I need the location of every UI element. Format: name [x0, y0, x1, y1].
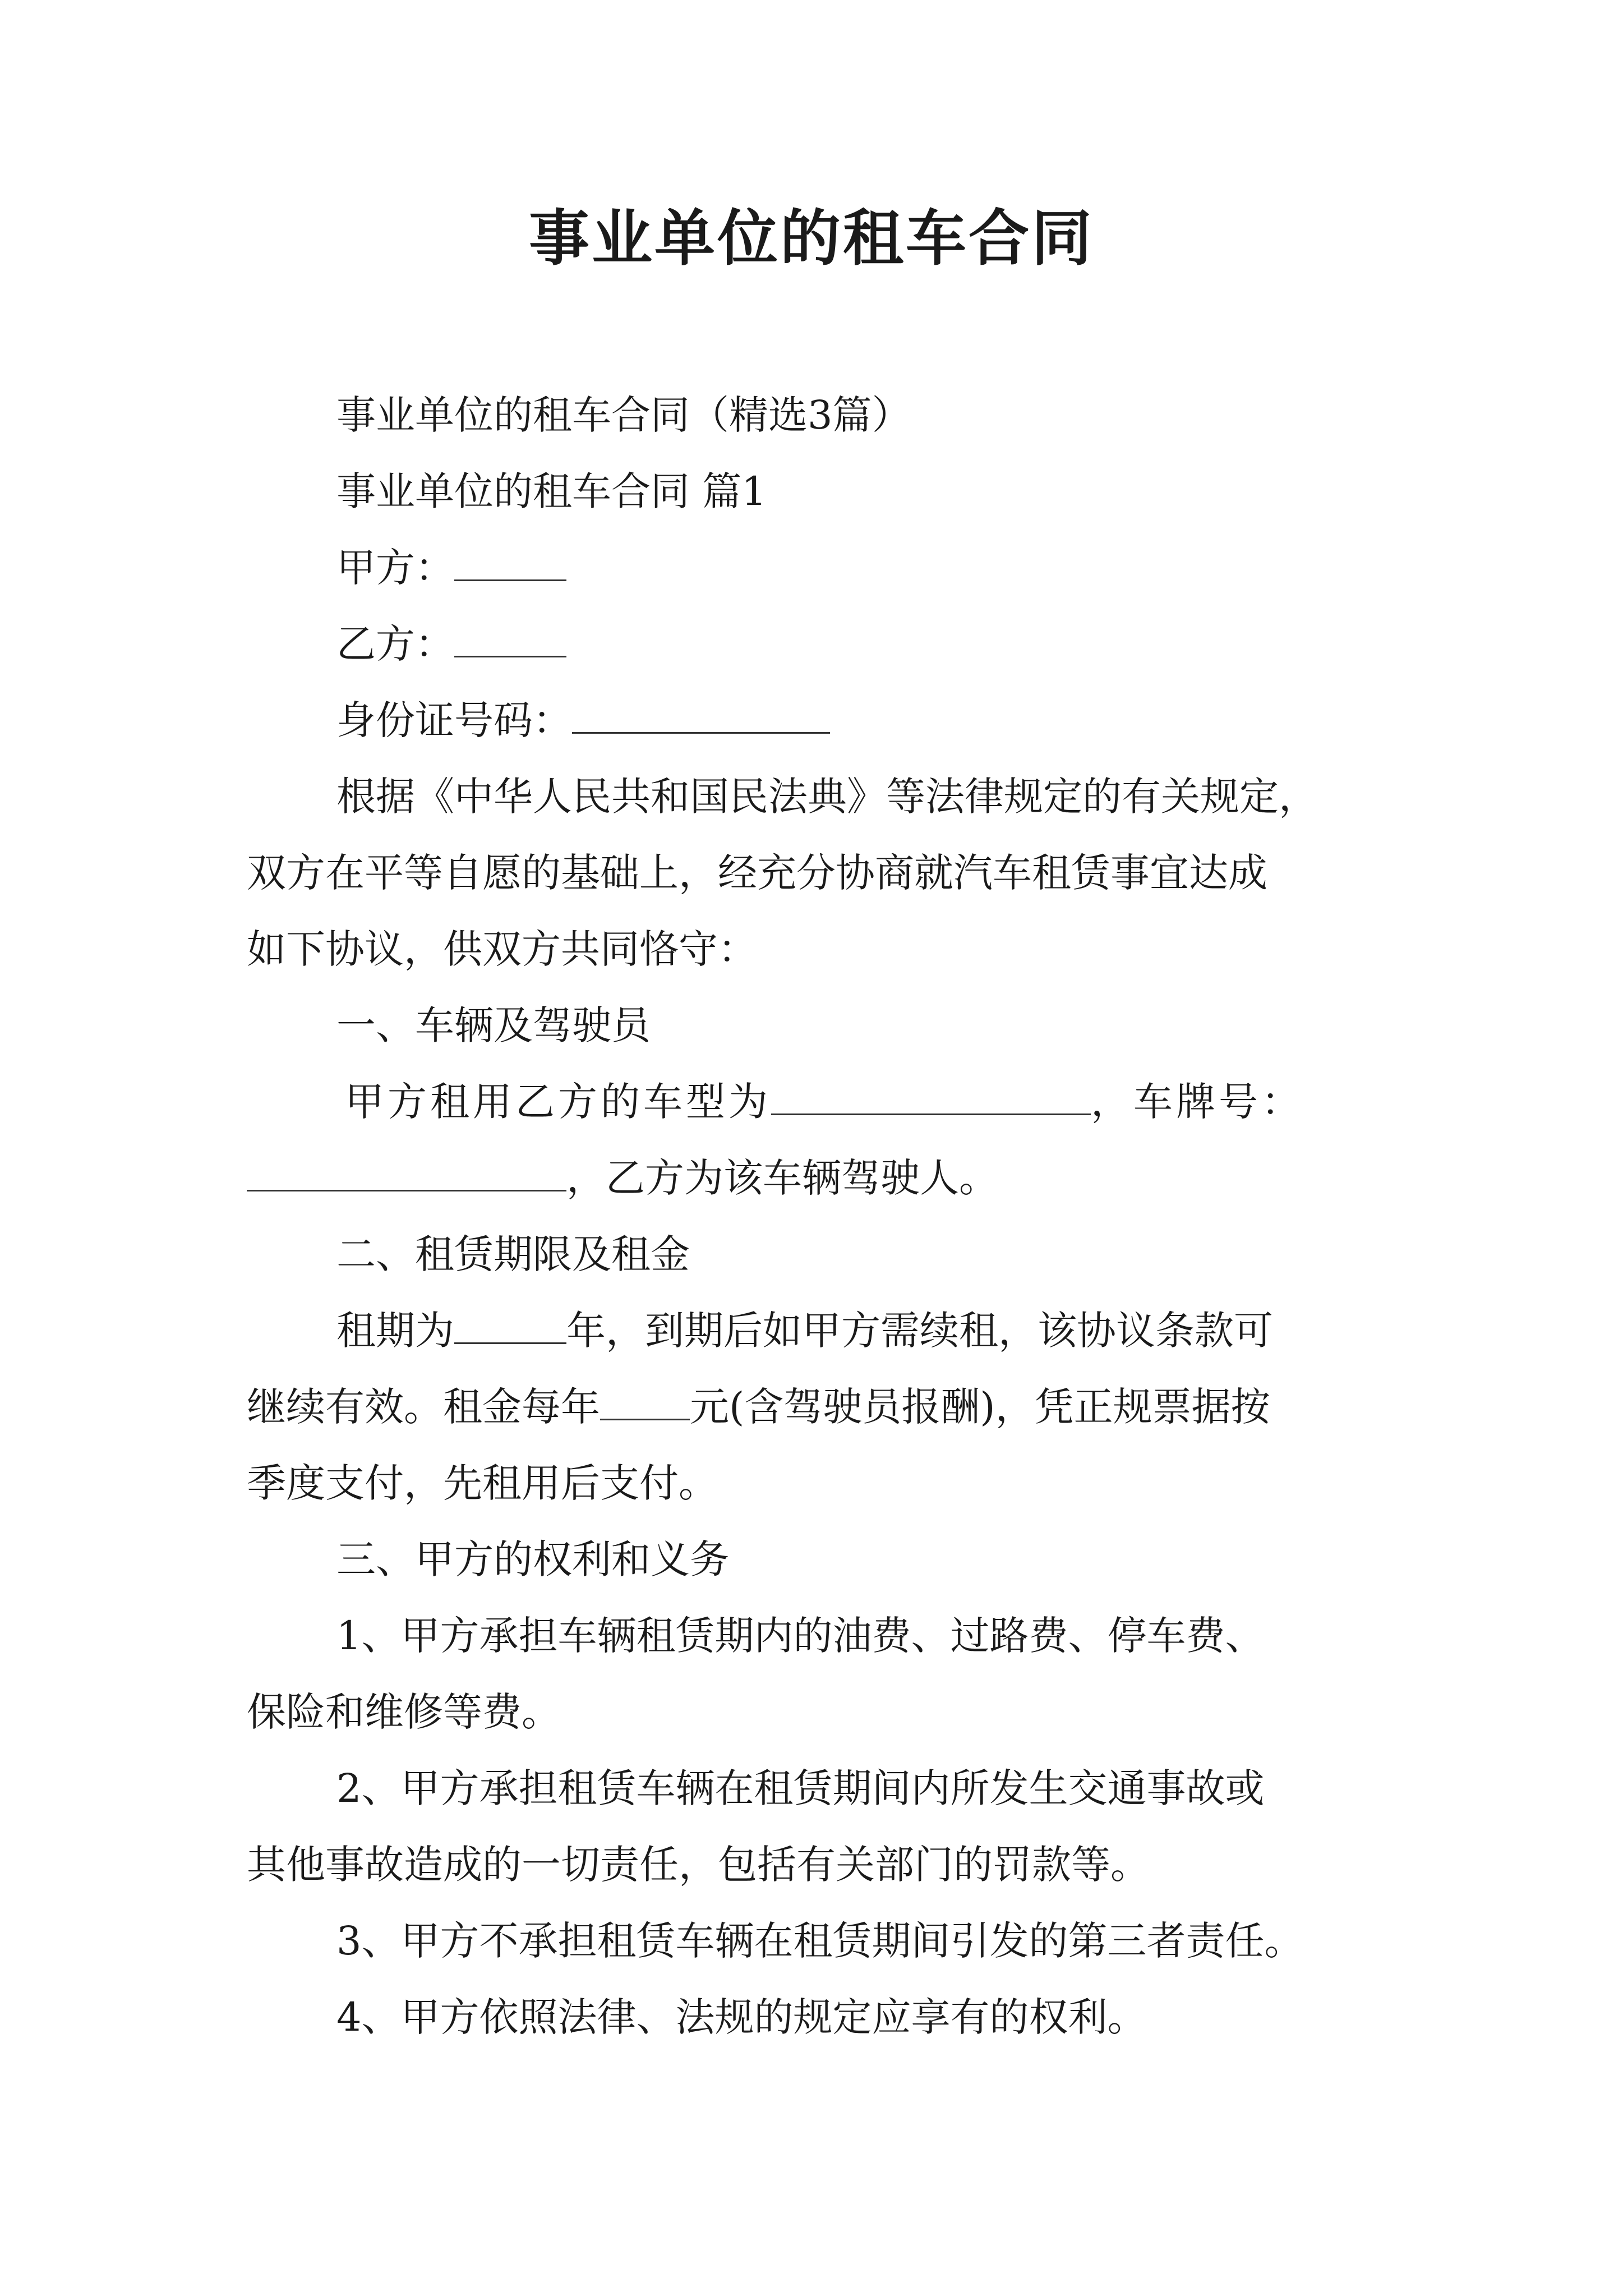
term-line-1	[0, 1303, 1623, 1359]
rent-amount-blank	[600, 1379, 690, 1420]
term-years-blank	[454, 1303, 566, 1344]
item-1-line-2: 保险和维修等费。	[247, 1689, 561, 1735]
heading-2: 二、租赁期限及租金	[336, 1231, 690, 1277]
id-label: 身份证号码：	[336, 697, 572, 743]
party-a-line	[0, 540, 1623, 596]
term-label: 租期为	[336, 1308, 454, 1354]
heading-3: 三、甲方的权利和义务	[336, 1536, 729, 1582]
party-a-label: 甲方：	[336, 545, 454, 591]
vehicle-model-blank	[771, 1074, 1091, 1115]
vehicle-line-1	[0, 1074, 1623, 1130]
id-line	[0, 692, 1623, 748]
term-line-3: 季度支付，先租用后支付。	[247, 1460, 718, 1506]
term-line-2	[0, 1379, 1623, 1435]
party-b-label: 乙方：	[336, 621, 454, 667]
item-2-line-2: 其他事故造成的一切责任，包括有关部门的罚款等。	[247, 1842, 1150, 1888]
item-4: 4、甲方依照法律、法规的规定应享有的权利。	[336, 1994, 1147, 2040]
id-blank	[572, 693, 830, 734]
preamble-line-3: 如下协议，供双方共同恪守：	[247, 926, 757, 972]
party-b-blank	[454, 616, 566, 657]
subtitle: 事业单位的租车合同（精选3篇）	[336, 392, 911, 438]
plate-blank	[247, 1151, 566, 1191]
party-b-line	[0, 616, 1623, 672]
heading-1: 一、车辆及驾驶员	[336, 1002, 651, 1048]
party-a-blank	[454, 540, 566, 581]
vehicle-line-2	[0, 1150, 1623, 1206]
preamble-line-1: 根据《中华人民共和国民法典》等法律规定的有关规定，	[336, 774, 1318, 820]
section-heading: 事业单位的租车合同 篇1	[336, 468, 767, 514]
item-3: 3、甲方不承担租赁车辆在租赁期间引发的第三者责任。	[336, 1918, 1304, 1964]
rent-text: 元(含驾驶员报酬)，凭正规票据按	[690, 1384, 1270, 1430]
preamble-line-2: 双方在平等自愿的基础上，经充分协商就汽车租赁事宜达成	[247, 850, 1267, 896]
rent-label: 继续有效。租金每年	[247, 1384, 600, 1430]
term-text: 年，到期后如甲方需续租，该协议条款可	[566, 1308, 1273, 1354]
driver-text: ，乙方为该车辆驾驶人。	[566, 1155, 998, 1201]
item-2-line-1: 2、甲方承担租赁车辆在租赁期间内所发生交通事故或	[336, 1765, 1265, 1811]
document-title: 事业单位的租车合同	[528, 203, 1094, 274]
vehicle-model-label: 甲方租用乙方的车型为	[345, 1079, 771, 1125]
plate-label: ，车牌号：	[1091, 1079, 1304, 1125]
item-1-line-1: 1、甲方承担车辆租赁期内的油费、过路费、停车费、	[336, 1613, 1265, 1659]
